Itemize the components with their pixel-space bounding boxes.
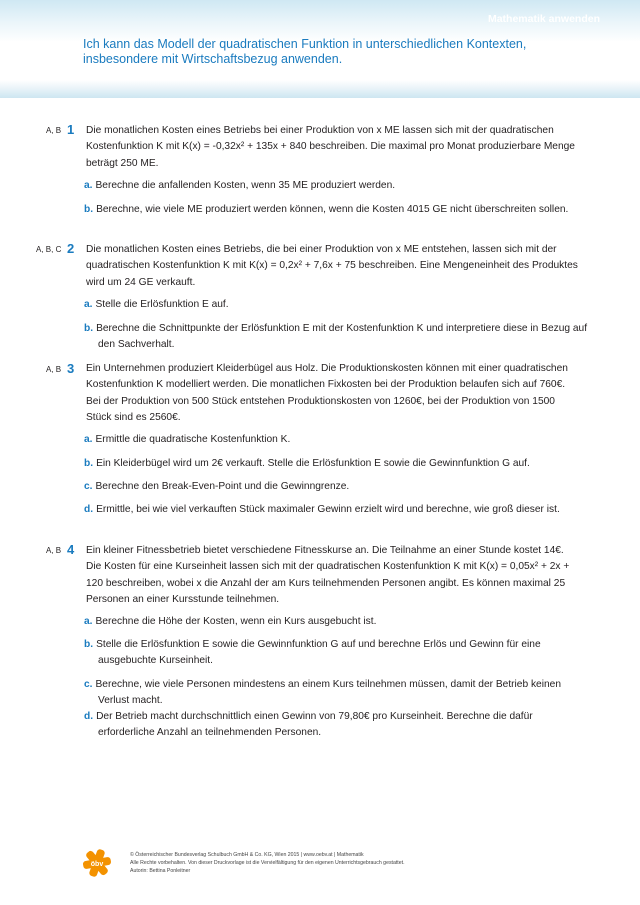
- task-stem: Die monatlichen Kosten eines Betriebs bei einer Produktion von x ME lassen sich mit der quadratischen Kostenfunktion K mit K(x) = -0,32x² + 135x + 840 beschreiben. Die maximal pro Monat produzierbare Menge beträgt 250 ME.: [86, 125, 575, 169]
- task-stem: Ein kleiner Fitnessbetrieb bietet verschiedene Fitnesskurse an. Die Teilnahme an einer Stunde kostet 14€. Die Kosten für eine Kurseinheit lassen sich mit der quadratischen Kostenfunktion K mit K(x) = 0,05x² + 2x + 120 beschreiben, wobei x die Anzahl der am Kurs teilnehmenden Personen angibt. Es können maximal 25 Personen an einer Kursstunde teilnehmen.: [86, 545, 570, 606]
- subtask-b: b. Berechne, wie viele ME produziert werden können, wenn die Kosten 4015 GE nicht überschreiten sollen.: [84, 204, 569, 215]
- subtask-a: a. Stelle die Erlösfunktion E auf.: [84, 299, 229, 310]
- oebv-logo: [82, 848, 112, 878]
- subtask-c: c. Berechne den Break-Even-Point und die Gewinngrenze.: [84, 481, 350, 492]
- subtask-c: c. Berechne, wie viele Personen mindestens an einem Kurs teilnehmen müssen, damit der Betrieb keinen Verlust macht.: [84, 679, 561, 706]
- subtask-a: a. Berechne die anfallenden Kosten, wenn 35 ME produziert werden.: [84, 180, 396, 191]
- competency-tag: A, B, C: [36, 245, 62, 254]
- svg-text:öbv: öbv: [90, 861, 104, 868]
- competency-tag: A, B: [46, 546, 62, 555]
- task-number: 3: [67, 361, 75, 376]
- task-number: 1: [67, 122, 75, 137]
- subtask-d: d. Ermittle, bei wie viel verkauften Stück maximaler Gewinn erzielt wird und berechne, wie groß dieser ist.: [84, 504, 560, 515]
- subtask-b: b. Stelle die Erlösfunktion E sowie die Gewinnfunktion G auf und berechne Erlös und Gewinn für eine ausgebuchte Kurseinheit.: [84, 639, 541, 666]
- task-number: 2: [67, 241, 75, 256]
- subtask-a: a. Berechne die Höhe der Kosten, wenn ein Kurs ausgebucht ist.: [84, 616, 377, 627]
- task-stem: Ein Unternehmen produziert Kleiderbügel aus Holz. Die Produktionskosten können mit einer quadratischen Kostenfunktion K modelliert werden. Die monatlichen Fixkosten bei der Produktion belaufen sich auf 760€. Bei der Produktion von 500 Stück entstehen Produktionskosten von 1260€, bei der Produktion von 1500 Stück sind es 2560€.: [86, 363, 568, 424]
- copyright-footer: [130, 851, 550, 875]
- learning-goal: Ich kann das Modell der quadratischen Funktion in unterschiedlichen Kontexten, insbesondere mit Wirtschaftsbezug anwenden.: [83, 37, 527, 66]
- footer-author: Autorin: Bettina Ponleitner: [130, 868, 191, 874]
- competency-tag: A, B: [46, 365, 62, 374]
- subtask-a: a. Ermittle die quadratische Kostenfunktion K.: [84, 434, 291, 445]
- competency-tag: A, B: [46, 126, 62, 135]
- section-title: Mathematik anwenden: [487, 13, 600, 25]
- subtask-b: b. Ein Kleiderbügel wird um 2€ verkauft. Stelle die Erlösfunktion E sowie die Gewinnfunktion G auf.: [84, 458, 530, 469]
- task-stem: Die monatlichen Kosten eines Betriebs, die bei einer Produktion von x ME entstehen, lassen sich mit der quadratischen Kostenfunktion K mit K(x) = 0,2x² + 7,6x + 75 beschreiben. Eine Mengeneinheit des Produktes wird um 24 GE verkauft.: [86, 244, 578, 288]
- footer-line-1: © Österreichischer Bundesverlag Schulbuch GmbH & Co. KG, Wien 2015 | www.oebv.at | Mathematik: [130, 852, 364, 858]
- subtask-b: b. Berechne die Schnittpunkte der Erlösfunktion E mit der Kostenfunktion K und interpretiere diese in Bezug auf den Sachverhalt.: [84, 323, 588, 350]
- subtask-d: d. Der Betrieb macht durchschnittlich einen Gewinn von 79,80€ pro Kurseinheit. Berechne die dafür erforderliche Anzahl an teilnehmenden Personen.: [84, 711, 533, 738]
- footer-line-2: Alle Rechte vorbehalten. Von dieser Druckvorlage ist die Vervielfältigung für den eigenen Unterrichtsgebrauch gestattet.: [130, 860, 405, 866]
- task-number: 4: [67, 542, 75, 557]
